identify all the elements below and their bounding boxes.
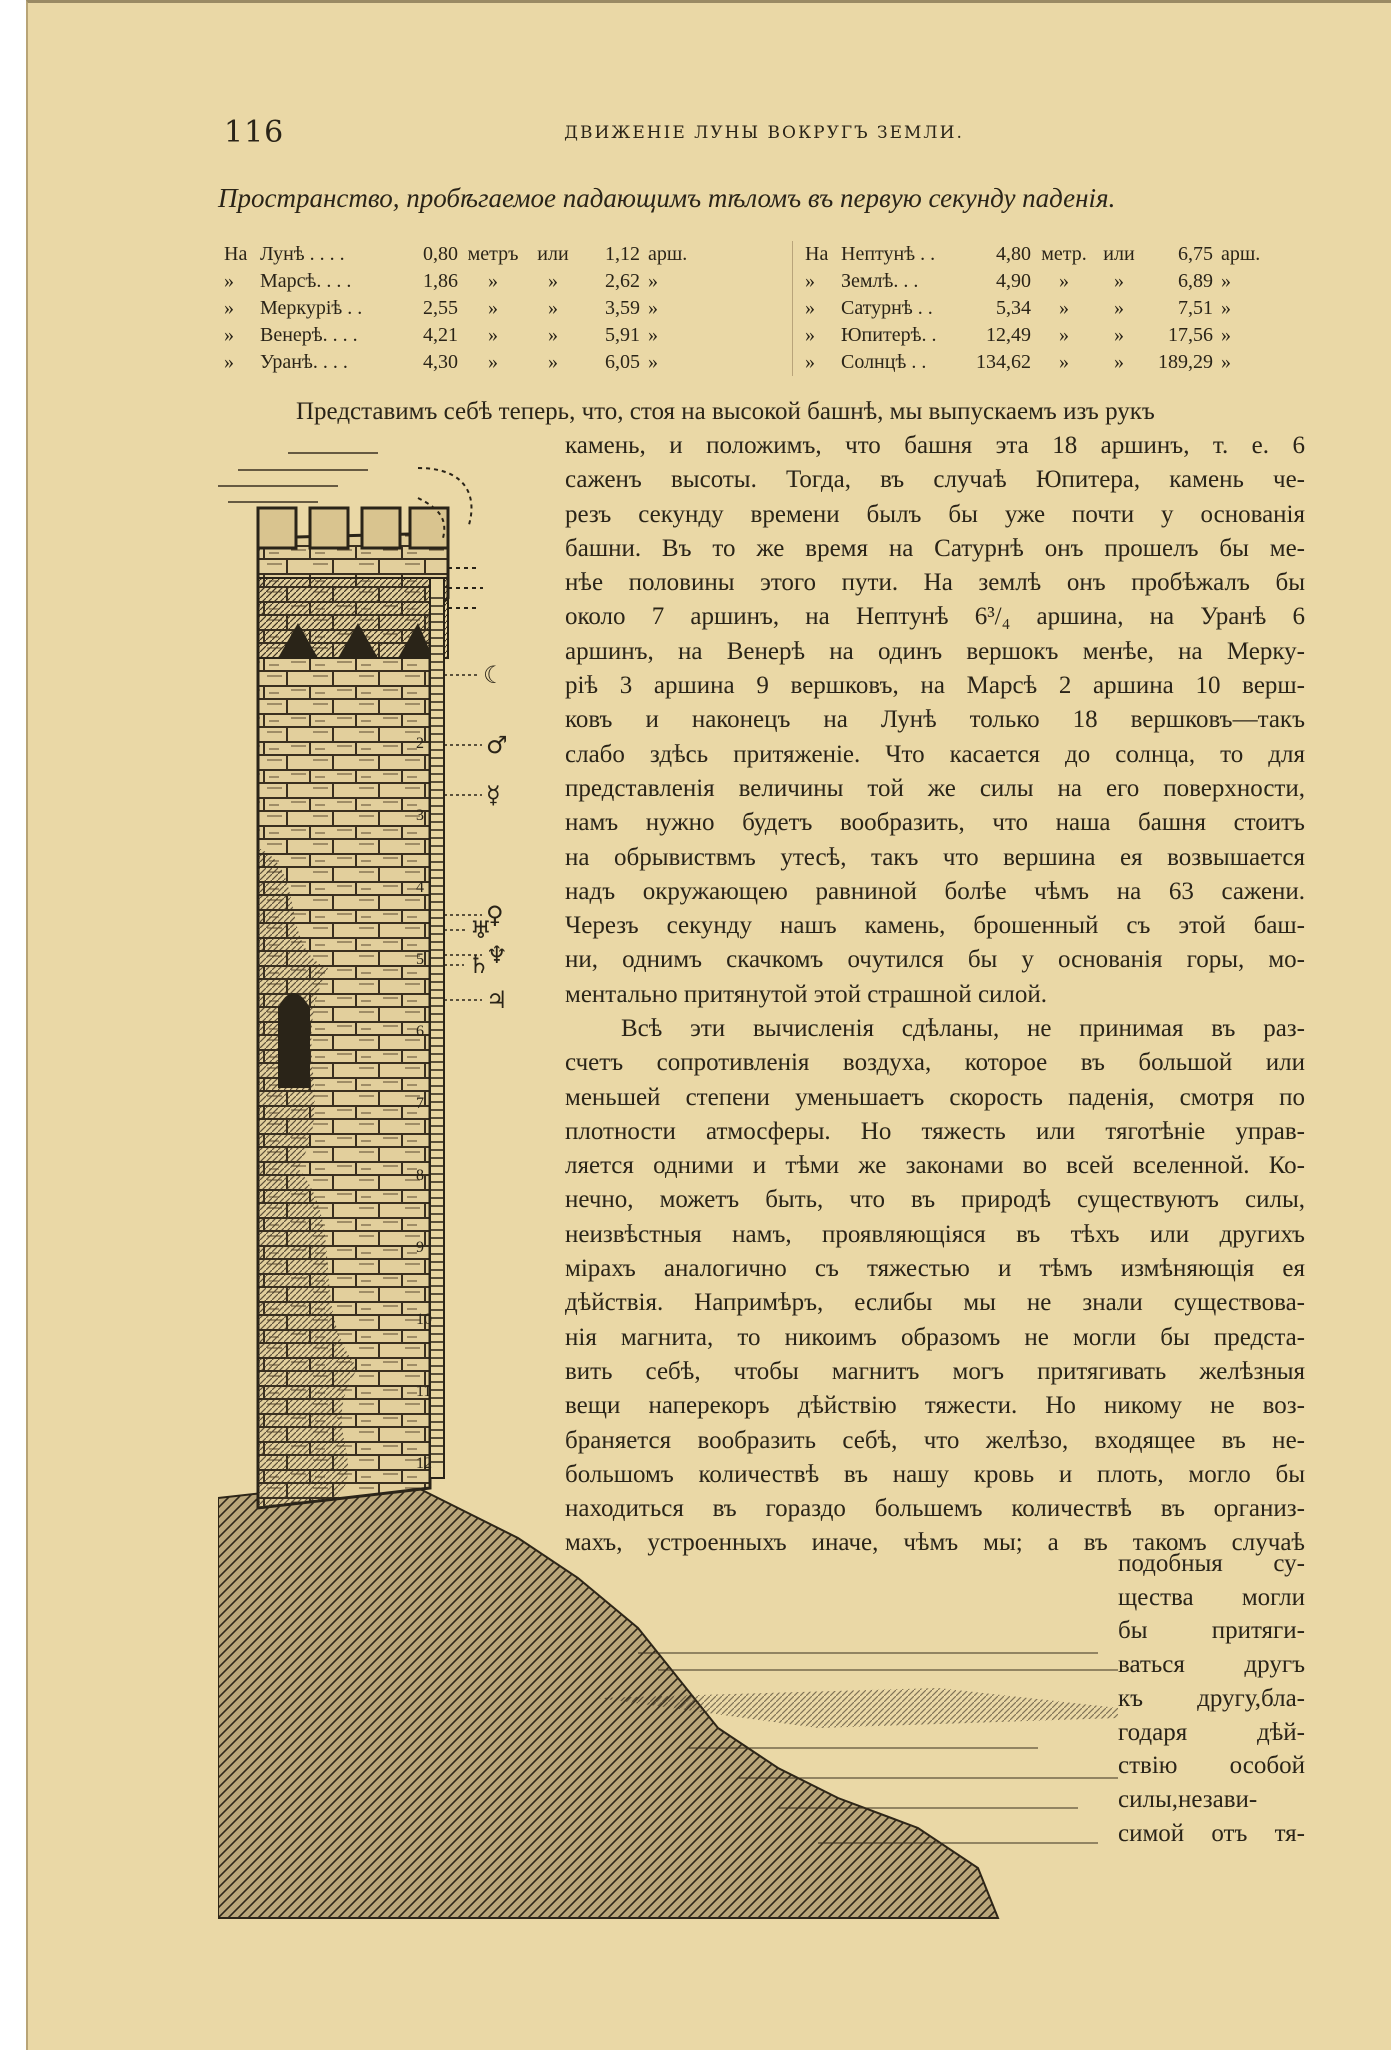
text-line: Черезъ секунду нашъ камень, брошенный съ этой баш- (565, 912, 1305, 940)
table-cell-arsh: 6,75 (1178, 243, 1213, 265)
table-cell-prefix: » (805, 270, 815, 292)
table-cell-unit2: » (648, 324, 658, 346)
table-cell-arsh: 17,56 (1168, 324, 1213, 346)
scale-label: 8 (416, 1167, 424, 1184)
table-cell-arsh: 2,62 (605, 270, 640, 292)
table-cell-or: » (1114, 270, 1124, 292)
text-line: меньшей степени уменьшаетъ скорость паденія, смотря по (565, 1083, 1305, 1111)
table-row (224, 295, 779, 322)
planet-symbol: ♅ (470, 916, 492, 944)
text-line: симой отъ тя- (1118, 1819, 1305, 1847)
text-line: нечно, можетъ быть, что въ природѣ существуютъ силы, (565, 1186, 1305, 1214)
text-line: ментально притянутой этой страшной силой. (565, 980, 1048, 1008)
table-cell-or: » (1114, 351, 1124, 373)
table-cell-name: Лунѣ . . . . (260, 243, 345, 265)
paragraph-lead-line: Представимъ себѣ теперь, что, стоя на высокой башнѣ, мы выпускаемъ изъ рукъ (296, 398, 1155, 425)
sky-hatching (218, 453, 378, 502)
table-cell-prefix: » (224, 297, 234, 319)
text-line: около 7 аршинъ, на Нептунѣ 6³/₄ аршина, на Уранѣ 6 (565, 603, 1305, 631)
text-line: большомъ количествѣ въ нашу кровь и плоть, могло бы (565, 1460, 1305, 1488)
table-cell-m: 12,49 (986, 324, 1031, 346)
table-cell-unit1: » (1059, 351, 1069, 373)
paragraph-1 (565, 429, 1305, 1012)
text-line: щества могли (1118, 1583, 1305, 1611)
table-cell-unit1: » (488, 297, 498, 319)
text-line: нѣе половины этого пути. На землѣ онъ пробѣжалъ бы (565, 569, 1305, 597)
table-row (224, 349, 779, 376)
text-line: бы притяги- (1118, 1617, 1305, 1645)
table-cell-m: 4,80 (996, 243, 1031, 265)
table-cell-name: Марсѣ. . . . (260, 270, 352, 292)
text-line: аршинъ, на Венерѣ на одинъ вершокъ менѣе, на Мерку- (565, 637, 1305, 665)
table-cell-unit1: » (1059, 297, 1069, 319)
table-cell-or: » (1114, 297, 1124, 319)
table-row (224, 322, 779, 349)
table-caption: Пространство, пробѣгаемое падающимъ тѣломъ въ первую секунду паденія. (218, 183, 1116, 213)
text-line: камень, и положимъ, что башня эта 18 аршинъ, т. е. 6 (565, 432, 1305, 459)
text-line: мірахъ аналогично съ тяжестью и тѣмъ измѣняющія ея (565, 1255, 1305, 1283)
table-cell-name: Уранѣ. . . . (260, 351, 348, 373)
table-cell-unit2: » (648, 297, 658, 319)
table-cell-prefix: » (805, 297, 815, 319)
table-cell-unit2: » (648, 351, 658, 373)
text-line: махъ, устроенныхъ иначе, чѣмъ мы; а въ такомъ случаѣ (565, 1529, 1305, 1557)
table-cell-name: Нептунѣ . . (841, 243, 936, 265)
paragraph-2-narrow-column (1118, 1547, 1305, 1850)
table-cell-unit2: » (1221, 324, 1231, 346)
table-cell-unit2: » (1221, 297, 1231, 319)
table-cell-unit1: » (488, 324, 498, 346)
table-cell-name: Землѣ. . . (841, 270, 919, 292)
text-line: годаря дѣй- (1118, 1718, 1305, 1746)
table-cell-arsh: 1,12 (605, 243, 640, 265)
table-cell-m: 4,21 (423, 324, 458, 346)
planet-symbol: ♆ (486, 941, 508, 969)
text-line: дѣйствія. Напримѣръ, еслибы мы не знали существова- (565, 1289, 1305, 1317)
table-row (805, 349, 1325, 376)
text-line: на обрывиствмъ утесѣ, такъ что вершина ея возвышается (565, 843, 1305, 871)
table-cell-unit2: » (1221, 351, 1231, 373)
table-cell-or: » (548, 270, 558, 292)
table-cell-unit1: метръ (467, 243, 519, 265)
scale-label: 9 (416, 1239, 424, 1256)
table-cell-m: 4,30 (423, 351, 458, 373)
table-cell-or: » (548, 351, 558, 373)
table-cell-arsh: 3,59 (605, 297, 640, 319)
table-cell-unit1: » (488, 270, 498, 292)
table-cell-unit1: » (1059, 324, 1069, 346)
text-line: ріѣ 3 аршина 9 вершковъ, на Марсѣ 2 аршина 10 верш- (565, 672, 1305, 700)
table-cell-m: 5,34 (996, 297, 1031, 319)
table-cell-arsh: 7,51 (1178, 297, 1213, 319)
table-cell-prefix: » (224, 324, 234, 346)
running-title: ДВИЖЕНІЕ ЛУНЫ ВОКРУГЪ ЗЕМЛИ. (564, 123, 964, 143)
text-line: представленія величины той же силы на его поверхности, (565, 774, 1305, 802)
text-line: резъ секунду времени былъ бы уже почти у основанія (565, 500, 1305, 528)
text-line: башни. Въ то же время на Сатурнѣ онъ прошелъ бы ме- (565, 534, 1305, 562)
scale-label: 6 (416, 1023, 424, 1040)
table-cell-m: 4,90 (996, 270, 1031, 292)
text-line: Всѣ эти вычисленія сдѣланы, не принимая въ раз- (621, 1015, 1305, 1042)
table-cell-unit2: арш. (648, 243, 688, 265)
planet-symbol: ♄ (468, 951, 490, 979)
text-line: находиться въ гораздо большемъ количествѣ въ организ- (565, 1495, 1305, 1523)
table-cell-name: Солнцѣ . . (841, 351, 927, 373)
text-line: ствію особой (1118, 1752, 1305, 1780)
table-cell-or: или (1103, 243, 1135, 265)
scale-label: 3 (416, 807, 424, 824)
table-cell-unit2: арш. (1221, 243, 1261, 265)
text-line: саженъ высоты. Тогда, въ случаѣ Юпитера, камень че- (565, 466, 1305, 494)
table-cell-unit1: » (1059, 270, 1069, 292)
text-line: ляется одними и тѣми же законами во всей вселенной. Ко- (565, 1152, 1305, 1180)
scale-label: 11 (416, 1383, 432, 1400)
table-cell-prefix: На (805, 243, 829, 265)
table-cell-prefix: » (224, 351, 234, 373)
text-line: нія магнита, то никоимъ образомъ не могли бы предста- (565, 1323, 1305, 1351)
text-line: ковъ и наконецъ на Лунѣ только 18 вершковъ—такъ (565, 706, 1305, 734)
text-line: надъ окружающею равниной болѣе чѣмъ на 63 сажени. (565, 877, 1305, 905)
page-header (224, 115, 1304, 155)
table-cell-prefix: » (805, 324, 815, 346)
planet-symbol: ☾ (483, 661, 505, 689)
planet-symbol: ♀ (486, 901, 504, 929)
scale-label: 4 (416, 879, 424, 896)
table-cell-or: » (1114, 324, 1124, 346)
text-line: ваться другъ (1118, 1651, 1305, 1679)
table-cell-unit2: » (648, 270, 658, 292)
table-cell-arsh: 5,91 (605, 324, 640, 346)
table-cell-m: 2,55 (423, 297, 458, 319)
table-cell-m: 134,62 (976, 351, 1031, 373)
table-cell-name: Сатурнѣ . . (841, 297, 933, 319)
table-cell-or: » (548, 324, 558, 346)
table-cell-m: 0,80 (423, 243, 458, 265)
table-cell-unit2: » (1221, 270, 1231, 292)
table-cell-unit1: метр. (1041, 243, 1087, 265)
table-cell-m: 1,86 (423, 270, 458, 292)
table-row (805, 322, 1325, 349)
table-cell-prefix: » (805, 351, 815, 373)
text-line: браняется вообразить себѣ, что желѣзо, входящее въ не- (565, 1426, 1305, 1454)
table-cell-prefix: » (224, 270, 234, 292)
paragraph-2 (565, 1012, 1305, 1561)
table-row (805, 241, 1325, 268)
table-cell-arsh: 6,89 (1178, 270, 1213, 292)
text-line: вить себѣ, чтобы магнитъ могъ притягивать желѣзныя (565, 1357, 1305, 1385)
text-line: силы,незави- (1118, 1785, 1258, 1813)
text-line: подобныя су- (1118, 1550, 1305, 1577)
book-page (26, 0, 1391, 2050)
planet-symbol: ☿ (486, 781, 501, 809)
scale-label: 2 (416, 735, 424, 752)
table-cell-prefix: На (224, 243, 248, 265)
text-line: слабо здѣсь притяженіе. Что касается до солнца, то для (565, 740, 1305, 768)
table-cell-or: » (548, 297, 558, 319)
table-cell-name: Юпитерѣ. . (841, 324, 937, 346)
table-cell-arsh: 6,05 (605, 351, 640, 373)
text-line: плотности атмосферы. Но тяжесть или тяготѣніе управ- (565, 1117, 1305, 1145)
scale-label: 10 (416, 1311, 432, 1328)
fall-distance-table-right (792, 241, 1325, 376)
text-line: ни, однимъ скачкомъ очутился бы у основанія горы, мо- (565, 946, 1305, 974)
text-line: вещи наперекоръ дѣйствію тяжести. Но никому не воз- (565, 1392, 1305, 1420)
table-row (224, 268, 779, 295)
table-cell-name: Меркуріѣ . . (260, 297, 363, 319)
table-row (805, 268, 1325, 295)
table-cell-arsh: 189,29 (1158, 351, 1213, 373)
planet-symbol: ♂ (486, 731, 508, 759)
scale-label: 5 (416, 951, 424, 968)
table-cell-unit1: » (488, 351, 498, 373)
planet-symbol: ♃ (486, 986, 508, 1014)
text-line: къ другу,бла- (1118, 1684, 1305, 1712)
text-line: намъ нужно будетъ вообразить, что наша башня стоитъ (565, 809, 1305, 837)
table-row (805, 295, 1325, 322)
table-cell-name: Венерѣ. . . . (260, 324, 358, 346)
table-cell-or: или (537, 243, 569, 265)
text-line: счетъ сопротивленія воздуха, которое въ большой или (565, 1049, 1305, 1077)
page-number: 116 (224, 115, 285, 150)
fall-distance-table-left (224, 241, 779, 376)
scale-label: 12 (416, 1455, 432, 1472)
table-row (224, 241, 779, 268)
scale-label: 7 (416, 1095, 424, 1112)
text-line: неизвѣстныя намъ, проявляющіяся въ тѣхъ или другихъ (565, 1220, 1305, 1248)
